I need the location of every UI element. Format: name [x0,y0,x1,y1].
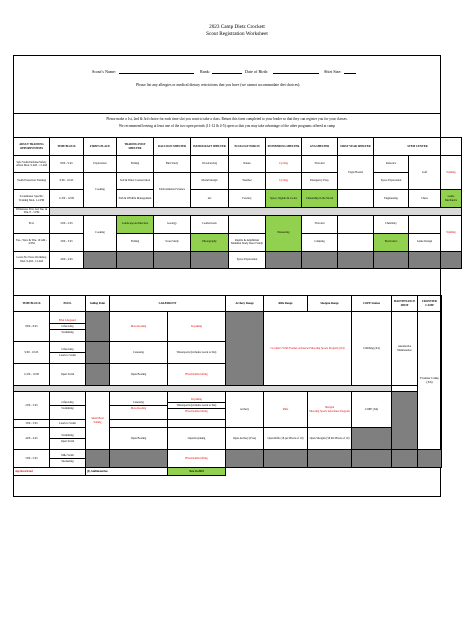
class-cell[interactable]: Cooking [84,215,117,251]
legend-new: New in 2023 [168,468,226,476]
class-cell[interactable]: Woodcarving [191,156,229,173]
frontier-camp-cell[interactable]: Frontier Camp (X6) [418,312,442,450]
pool-option[interactable]: Snorkeling [61,460,74,463]
class-cell[interactable]: Space Exploration [229,251,266,268]
pool-cell[interactable] [50,342,86,364]
closed-cell [191,251,229,268]
pool-option[interactable]: Learn to Swim [59,354,76,357]
class-cell[interactable]: Cycling [266,156,302,173]
col-header-archery: Archery Range [226,296,264,312]
lunch-divider [50,208,462,216]
class-cell[interactable]: Robotics [374,156,409,173]
time-cell: 11:00 - 12:00 [50,190,84,208]
col-header-time: TIME BLOCK [14,296,50,312]
class-cell[interactable]: Fish & Wildlife Management [117,190,154,208]
class-cell[interactable]: Camping [302,233,338,251]
adult-cell: Youth Protection Training [14,173,50,190]
lakefront-cell[interactable]: BSA Paddlecrafting [168,364,226,386]
lakefront-cell[interactable]: Open Boating [110,428,168,450]
legend-age-restricted: Age Restricted [14,468,86,476]
lakefront-cell[interactable]: Watersports (includes Learn to Ski) [168,342,226,364]
time-cell: 8:00 - 8:45 [14,312,50,342]
class-cell[interactable] [338,215,374,233]
adult-cell: ECG [14,215,50,233]
closed-cell [84,251,117,268]
pool-option[interactable]: Lifesaving [50,324,85,330]
col-header-stem: STEM CENTER [374,138,462,156]
col-header-pool: POOL [50,296,86,312]
closed-cell [264,450,308,468]
scout-name-label: Scout's Name: [92,69,117,74]
closed-cell [352,428,392,450]
class-cell[interactable]: Art [191,190,229,208]
class-cell[interactable]: First Aid [302,156,338,173]
class-cell[interactable]: Photography [191,233,229,251]
class-cell[interactable]: Environmental Science [154,173,191,208]
class-cell[interactable]: Welding [441,156,462,190]
lakefront-cell[interactable] [168,420,226,428]
class-cell[interactable] [338,190,374,208]
class-cell[interactable]: Landscape Architecture [117,215,154,233]
dob-label: Date of Birth: [245,69,269,74]
rank-field[interactable] [212,69,242,74]
cope-cell[interactable]: Climbing (X4) [352,312,392,386]
lakefront-option[interactable]: BSA Paddlecrafting [185,410,208,414]
lakefront-cell[interactable] [110,392,168,420]
time-cell: 9:00 - 10:45 [14,342,50,364]
lakefront-cell[interactable] [168,392,226,420]
col-header-cope: COPE Station [352,296,392,312]
lakefront-cell[interactable]: BSA Paddlecrafting [168,450,226,468]
col-header-gya: GYA SHELTER [302,138,338,156]
closed-cell [266,251,302,268]
pool-cell[interactable] [50,450,86,468]
allergy-prompt: Please list any allergies or medical dietary restrictions that you have (we cannot accommodate diet choices): [136,83,301,87]
col-header-firms-place: FIRM'S PLACE [84,138,117,156]
class-cell[interactable]: Eagle Bound [338,156,374,190]
pool-cell[interactable]: Open Swim [50,364,86,386]
shotgun-cell[interactable] [308,392,352,428]
class-cell[interactable]: Reptile & Amphibian Mammal Study Insect Study [229,233,266,251]
class-cell[interactable]: Weather [229,173,266,190]
lakefront-cell[interactable] [110,420,168,428]
shotgun-cell[interactable]: Open Shotgun (5$ Per Block of 10) [308,428,352,450]
closed-cell [226,450,264,468]
rifle-cell[interactable]: Rifle [264,392,308,428]
lakefront-cell[interactable]: Motorboating [110,312,168,342]
shotgun-program-label: Shooting Sports Adventure Program [309,409,350,413]
closed-cell [110,450,168,468]
time-cell: 11:00 - 12:00 [14,364,50,386]
time-cell: 8:00 - 9:45 [50,156,84,173]
col-header-sailing: Sailing Point [86,296,110,312]
col-header-time: TIME BLOCK [50,138,84,156]
lakefront-cell[interactable]: Open Boating [110,364,168,386]
page-title: 2023 Camp Dietz Crockett [209,24,265,30]
closed-cell [409,251,441,268]
closed-cell [338,251,374,268]
pool-cell[interactable] [50,392,86,420]
closed-cell [86,342,110,364]
class-cell[interactable]: Pioneering [266,215,302,251]
pool-cell[interactable] [50,428,86,450]
col-header-trading-post: TRADING POST SHELTER [117,138,154,156]
class-cell[interactable] [229,215,266,233]
time-cell: 2:00 - 2:45 [50,215,84,233]
col-header-frontier: FRONTIER CAMP [418,296,442,312]
closed-cell [86,364,110,386]
col-header-shotgun: Shotgun Range [308,296,352,312]
lakefront-cell[interactable]: Kayaking [168,312,226,342]
adult-cell: Wilderness First Aid Tue. & Thu. 8 - 5 PM [14,208,50,216]
lakefront-option[interactable]: Watersports (includes Learn to Ski) [168,403,225,409]
class-cell[interactable]: Scout Study [154,233,191,251]
class-cell[interactable]: Game Design [409,233,441,251]
closed-cell [441,251,462,268]
activity-area-schedule-table [13,295,442,476]
closed-cell [226,312,264,386]
col-header-rifle: Rifle Range [264,296,308,312]
lakefront-cell[interactable]: Canoeing [110,342,168,364]
col-header-pioneering: PIONEERING SHELTER [266,138,302,156]
class-cell[interactable]: Nature [229,156,266,173]
closed-cell [392,392,418,450]
page-subtitle: Scout Registration Worksheet [206,31,268,37]
instructions-line-2: We recommend leaving at least one of the two open periods (11-12 & 4-5) open so that you may take advantage of the other programs offered at camp [118,124,336,128]
class-cell[interactable]: Soil & Water Conservation [117,173,154,190]
class-cell[interactable]: Forestry [229,190,266,208]
class-cell[interactable]: Welding [441,215,462,251]
pool-option[interactable]: Lifesaving [50,347,85,353]
shotgun-label[interactable]: Shotgun [324,406,335,410]
closed-cell [352,450,392,468]
time-cell: 3:00 - 3:45 [50,233,84,251]
lakefront-option[interactable]: Kayaking [168,397,225,403]
closed-cell [117,251,154,268]
class-cell[interactable]: Emergency Prep. [302,173,338,190]
cope-cell[interactable]: COPE (X4) [352,392,392,428]
instructions-line-1: Please make a 1st, 2nd & 3rd choice for each time slot you want to take a class. Return this form completed to your leader so that they can register you for your classes. [106,117,348,121]
lakefront-option[interactable]: Motorboating [130,407,147,410]
time-cell: 4:00 - 4:45 [50,251,84,268]
class-cell[interactable]: Cycling [266,173,302,190]
closed-cell [374,251,409,268]
col-header-ecology: ECOLOGY PORCH [229,138,266,156]
dob-field[interactable] [273,69,319,74]
class-cell[interactable] [338,233,374,251]
class-cell[interactable] [409,215,441,233]
pool-option[interactable]: Swimming [61,331,74,335]
closed-cell [302,251,338,268]
shirt-size-field[interactable] [344,69,356,74]
pool-option[interactable]: BSA Lifeguard [50,318,85,324]
adult-cell: Scoutmaster Specific Training Mon. 1-4 PM [14,190,50,208]
class-cell[interactable]: First Aid [302,215,338,233]
class-cell[interactable]: Engineering [374,190,409,208]
closed-cell [154,251,191,268]
scout-name-field[interactable] [119,69,194,74]
time-cell: 2:00 - 2:45 [14,392,50,420]
pool-option[interactable]: Open Swim [60,440,75,443]
archery-cell[interactable]: Open Archery (Free) [226,428,264,450]
class-cell[interactable]: Golf [409,156,441,190]
time-cell: 3:00 - 3:45 [14,420,50,428]
pool-option[interactable]: Lifesaving [50,400,85,406]
class-cell[interactable]: Cooking [84,173,117,208]
class-cell[interactable]: Fishing [117,156,154,173]
time-cell: 9:00 - 10:45 [50,173,84,190]
class-cell[interactable]: Model Design [191,173,229,190]
class-cell[interactable]: Chess [409,190,441,208]
closed-cell [418,450,442,468]
rifle-shotgun-program-cell[interactable]: Crockett's Wild Frontier Advanced Shooting Sports Program (X4) [264,312,352,386]
archery-cell[interactable]: Archery [226,392,264,428]
class-cell[interactable]: Geology [154,215,191,233]
class-cell[interactable]: Game Mechanics [441,190,462,208]
closed-cell [392,450,418,468]
class-cell[interactable]: Space, Signals & Codes [266,190,302,208]
pool-cell[interactable]: Learn to Swim [50,420,86,428]
lakefront-cell[interactable]: Open Kayaking [168,428,226,450]
pool-option[interactable]: Mile Swim [50,453,85,459]
lakefront-option[interactable]: Canoeing [110,400,167,406]
col-header-handicraft: HANDICRAFT SHELTER [191,138,229,156]
col-header-raccoon: RACCOON SHELTER [154,138,191,156]
adult-cell: Leave No Trace Workshop Wed. 9 AM - 12 AM [14,251,50,268]
adult-cell: Safe Swim Defense/Safety Afloat Mon. 9 AM - 11 AM [14,156,50,173]
maintenance-cell[interactable]: Automotive Maintenance [392,312,418,386]
class-cell[interactable]: Fishing [117,233,154,251]
merit-badge-schedule-table [13,137,462,269]
class-cell[interactable]: Chemistry [374,215,409,233]
time-cell: 4:00 - 4:45 [14,428,50,450]
rank-label: Rank: [200,69,211,74]
shirt-size-label: Shirt Size: [324,69,342,74]
class-cell[interactable]: Exploration [84,156,117,173]
class-cell[interactable]: Citizenship in the World [302,190,338,208]
class-cell[interactable]: Electronics [374,233,409,251]
pool-option[interactable]: Swimming [61,407,74,410]
class-cell[interactable]: Bird Study [154,156,191,173]
col-header-adult: ADULT TRAINING OPPORTUNITIES [14,138,50,156]
class-cell[interactable]: Leatherwork [191,215,229,233]
legend-additional-fee: ($) Additional fee [86,468,168,476]
pool-option[interactable]: Swimming [50,433,85,439]
class-cell[interactable]: Space Exploration [374,173,409,190]
col-header-lakefront: LAKEFRONT [110,296,226,312]
rifle-cell[interactable]: Open Rifle (1$ per Block of 10) [264,428,308,450]
closed-cell [86,450,110,468]
adult-cell: Tue., Wed. & Thu. 10 AM - 4 PM [14,233,50,251]
legend-spacer [226,468,442,476]
closed-cell [308,450,352,468]
col-header-first-year: FIRST YEAR SHELTER [338,138,374,156]
time-cell: 5:00 - 5:45 [14,450,50,468]
sailing-cell[interactable]: Small Boat Sailing [86,392,110,450]
closed-cell [86,312,110,342]
col-header-maintenance: MAINTENANCE SHOP [392,296,418,312]
pool-cell[interactable] [50,312,86,342]
